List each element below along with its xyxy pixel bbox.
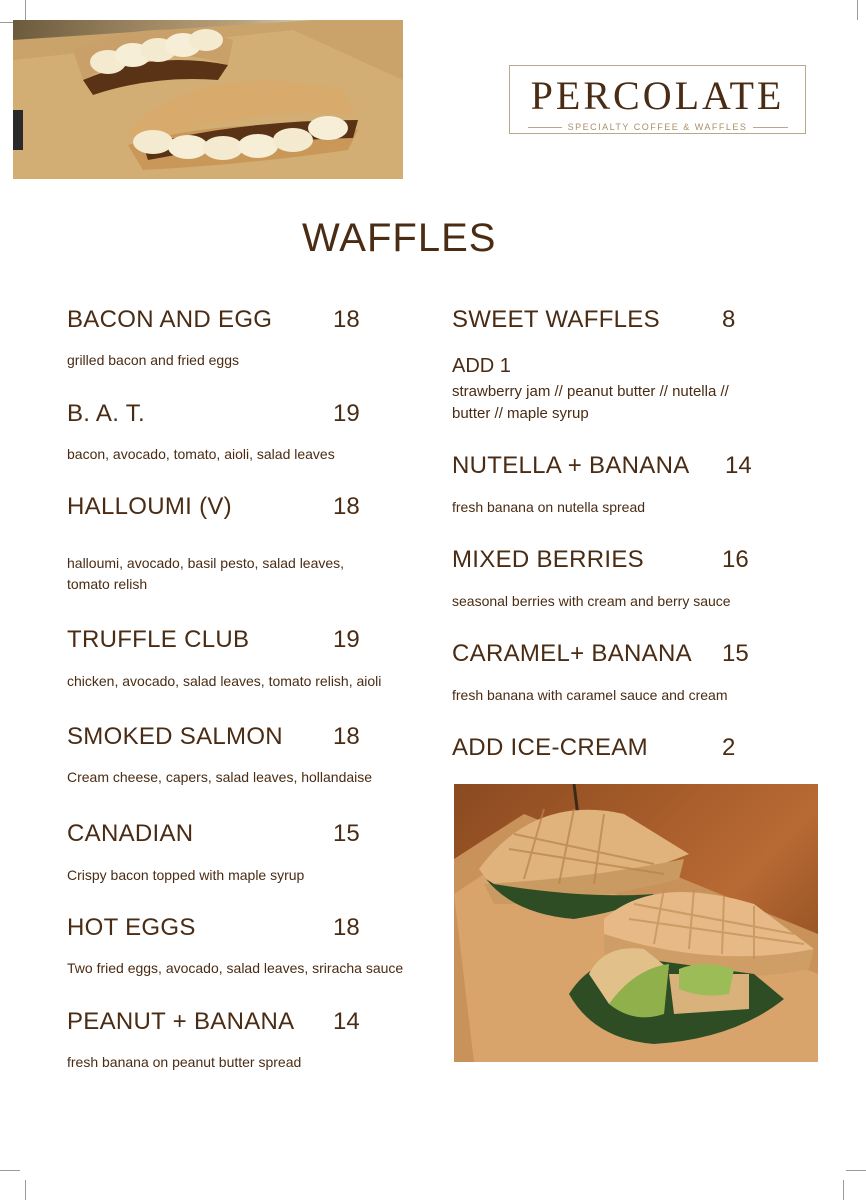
halloumi-waffle-illustration [454, 784, 818, 1062]
item-desc: chicken, avocado, salad leaves, tomato relish, aioli [67, 673, 382, 689]
waffle-photo-bottom [454, 784, 818, 1062]
waffle-photo-top [13, 20, 403, 179]
page-title: WAFFLES [302, 216, 497, 260]
item-price: 16 [722, 546, 749, 573]
item-price: 8 [722, 306, 736, 333]
item-desc: Two fried eggs, avocado, salad leaves, sriracha sauce [67, 960, 404, 976]
item-price: 19 [333, 626, 360, 653]
item-name: MIXED BERRIES [452, 546, 644, 573]
item-name: CARAMEL+ BANANA [452, 640, 692, 667]
item-name: TRUFFLE CLUB [67, 626, 250, 653]
crop-mark [846, 1170, 866, 1171]
brand-name: PERCOLATE [530, 73, 785, 118]
brand-tagline [510, 121, 805, 133]
item-desc: fresh banana on peanut butter spread [67, 1054, 302, 1070]
crop-mark [843, 1180, 844, 1200]
item-name: BACON AND EGG [67, 306, 273, 333]
item-price: 2 [722, 734, 736, 761]
item-price: 14 [333, 1008, 360, 1035]
item-name: NUTELLA + BANANA [452, 452, 690, 479]
banana-waffle-illustration [13, 20, 403, 179]
item-desc: Crispy bacon topped with maple syrup [67, 867, 305, 883]
item-price: 18 [333, 723, 360, 750]
crop-mark [25, 0, 26, 20]
item-desc: grilled bacon and fried eggs [67, 352, 240, 368]
item-name: HALLOUMI (V) [67, 493, 232, 520]
item-desc: tomato relish [67, 576, 148, 592]
item-name: HOT EGGS [67, 914, 196, 941]
item-name: PEANUT + BANANA [67, 1008, 295, 1035]
item-name: SWEET WAFFLES [452, 306, 660, 333]
brand-logo [509, 65, 806, 134]
item-name: SMOKED SALMON [67, 723, 283, 750]
item-name: B. A. T. [67, 400, 145, 427]
item-price: 19 [333, 400, 360, 427]
item-desc: Cream cheese, capers, salad leaves, hollandaise [67, 769, 373, 785]
item-price: 18 [333, 306, 360, 333]
item-desc: bacon, avocado, tomato, aioli, salad leaves [67, 446, 335, 462]
item-price: 15 [722, 640, 749, 667]
item-name: ADD ICE-CREAM [452, 734, 648, 761]
crop-mark [25, 1180, 26, 1200]
item-desc: halloumi, avocado, basil pesto, salad leaves, [67, 555, 345, 571]
item-price: 15 [333, 820, 360, 847]
item-price: 14 [725, 452, 752, 479]
item-desc: fresh banana with caramel sauce and cream [452, 687, 728, 703]
item-name: CANADIAN [67, 820, 194, 847]
item-desc: strawberry jam // peanut butter // nutella // [452, 383, 729, 400]
item-desc: fresh banana on nutella spread [452, 499, 646, 515]
item-desc: butter // maple syrup [452, 405, 589, 422]
brand-tagline-text: SPECIALTY COFFEE & WAFFLES [562, 122, 754, 132]
item-desc: seasonal berries with cream and berry sauce [452, 593, 731, 609]
crop-mark [0, 1170, 20, 1171]
add-one-label: ADD 1 [452, 355, 511, 377]
crop-mark [857, 0, 858, 20]
item-price: 18 [333, 493, 360, 520]
item-price: 18 [333, 914, 360, 941]
